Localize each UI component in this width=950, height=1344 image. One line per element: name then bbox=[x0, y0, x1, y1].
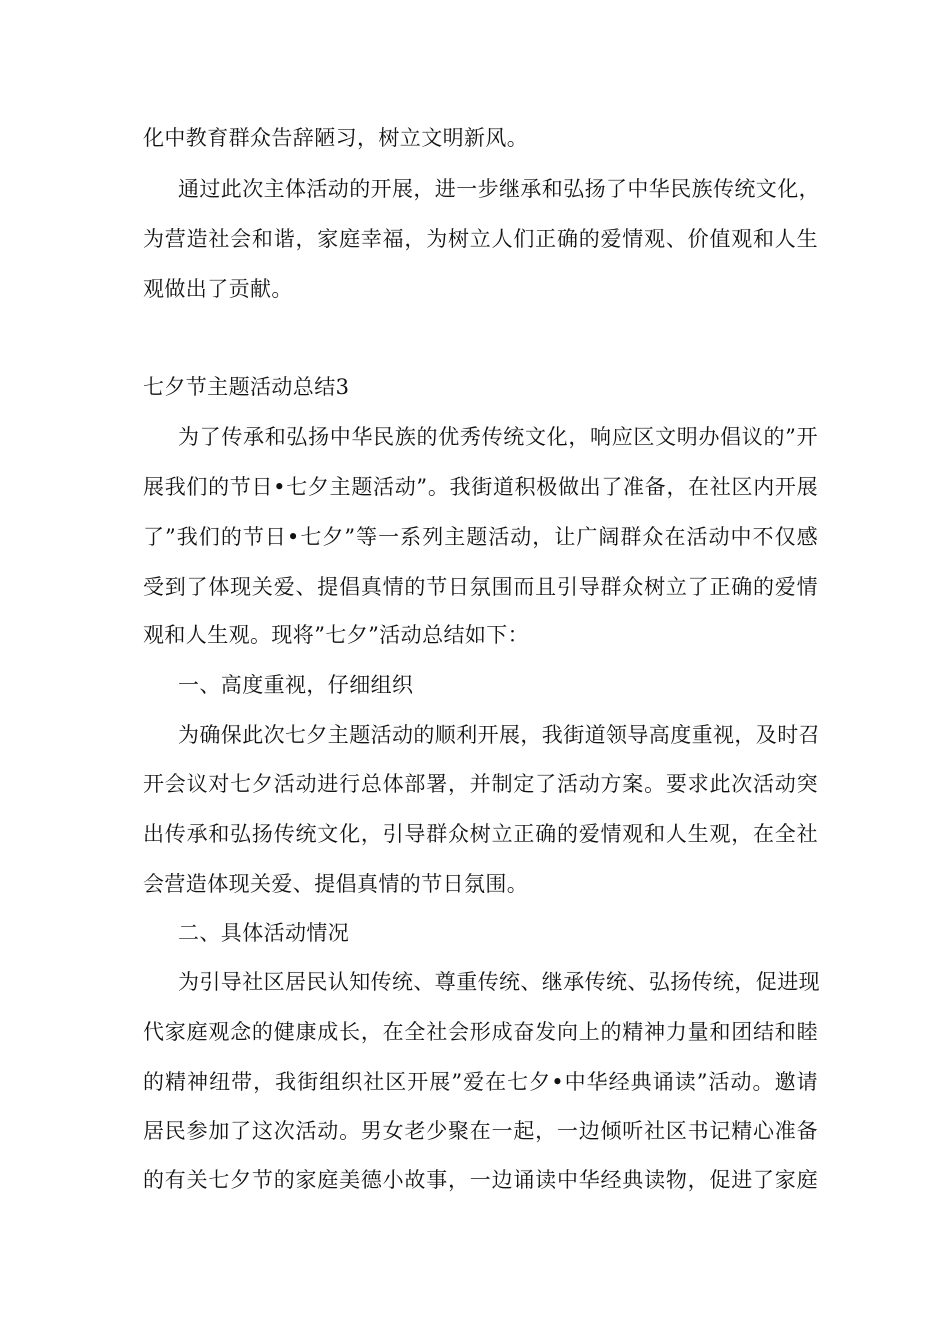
text-line: 出传承和弘扬传统文化，引导群众树立正确的爱情观和人生观，在全社 bbox=[143, 822, 818, 846]
subsection-heading: 二、具体活动情况 bbox=[178, 921, 350, 945]
text-line: 代家庭观念的健康成长，在全社会形成奋发向上的精神力量和团结和睦 bbox=[143, 1020, 818, 1044]
text-line: 为了传承和弘扬中华民族的优秀传统文化，响应区文明办倡议的”开 bbox=[178, 425, 818, 449]
text-line: 开会议对七夕活动进行总体部署，并制定了活动方案。要求此次活动突 bbox=[143, 772, 818, 796]
text-line: 会营造体现关爱、提倡真情的节日氛围。 bbox=[143, 872, 529, 896]
text-line: 的有关七夕节的家庭美德小故事，一边诵读中华经典读物，促进了家庭 bbox=[143, 1168, 818, 1192]
text-line: 为确保此次七夕主题活动的顺利开展，我街道领导高度重视，及时召 bbox=[178, 723, 820, 747]
text-line: 展我们的节日•七夕主题活动”。我街道积极做出了准备，在社区内开展 bbox=[143, 475, 818, 499]
text-line: 为营造社会和谐，家庭幸福，为树立人们正确的爱情观、价值观和人生 bbox=[143, 227, 818, 251]
text-line: 为引导社区居民认知传统、尊重传统、继承传统、弘扬传统，促进现 bbox=[178, 970, 820, 994]
text-line: 受到了体现关爱、提倡真情的节日氛围而且引导群众树立了正确的爱情 bbox=[143, 575, 818, 599]
text-line: 居民参加了这次活动。男女老少聚在一起，一边倾听社区书记精心准备 bbox=[143, 1119, 818, 1143]
text-line: 的精神纽带，我街组织社区开展”爱在七夕•中华经典诵读”活动。邀请 bbox=[143, 1070, 818, 1094]
text-line: 化中教育群众告辞陋习，树立文明新风。 bbox=[143, 126, 529, 150]
text-line: 了”我们的节日•七夕”等一系列主题活动，让广阔群众在活动中不仅感 bbox=[143, 525, 818, 549]
section-heading: 七夕节主题活动总结3 bbox=[143, 375, 350, 399]
text-line: 通过此次主体活动的开展，进一步继承和弘扬了中华民族传统文化， bbox=[178, 177, 820, 201]
subsection-heading: 一、高度重视，仔细组织 bbox=[178, 673, 414, 697]
text-line: 观和人生观。现将”七夕”活动总结如下： bbox=[143, 623, 530, 647]
text-line: 观做出了贡献。 bbox=[143, 277, 293, 301]
